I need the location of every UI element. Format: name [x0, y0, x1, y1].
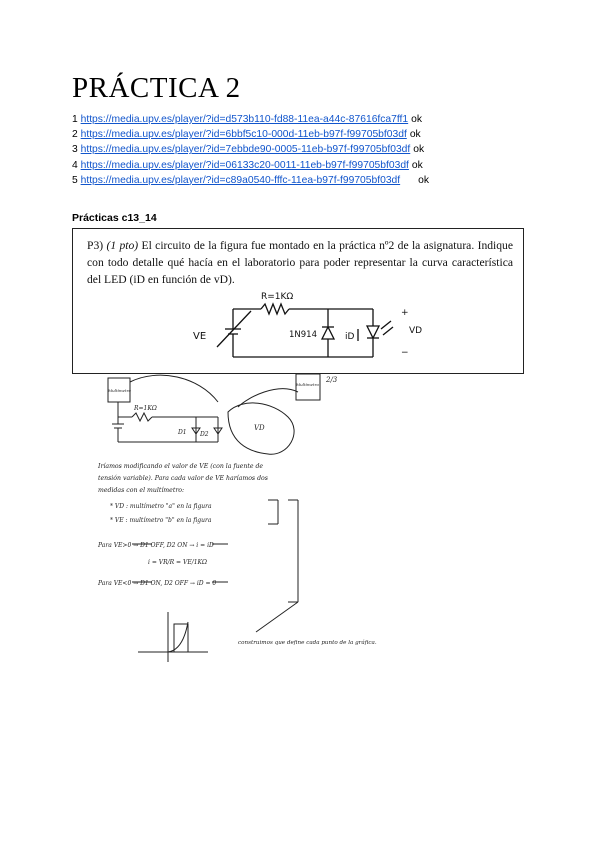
link-row — [72, 142, 429, 157]
circuit-current-label: iD — [345, 332, 355, 342]
hw-line: Para VE>0 → D1 OFF, D2 ON → i = iD — [98, 542, 214, 549]
link-number: 5 — [72, 174, 78, 186]
video-link[interactable]: https://media.upv.es/player/?id=06133c20-0011-11eb-b97f-f99705bf03df — [80, 159, 409, 171]
link-number: 4 — [72, 159, 78, 171]
page-title: PRÁCTICA 2 — [72, 72, 241, 104]
hw-vd-label: VD — [254, 424, 265, 432]
video-link[interactable]: https://media.upv.es/player/?id=c89a0540-fffc-11ea-b97f-f99705bf03df — [80, 174, 401, 186]
circuit-resistor-label: R=1KΩ — [261, 292, 294, 302]
circuit-voltage-label: VD — [409, 326, 423, 336]
link-status: ok — [411, 114, 423, 125]
hw-d1-label: D1 — [178, 429, 187, 436]
circuit-minus-sign: − — [401, 348, 409, 358]
hw-line: Iríamos modificando el valor de VE (con la fuente de — [98, 463, 264, 470]
hw-line: tensión variable). Para cada valor de VE haríamos dos — [98, 475, 268, 482]
link-number: 2 — [72, 129, 78, 141]
multimeter-left-label: Multímetro — [108, 388, 131, 393]
link-row — [72, 112, 429, 127]
video-link[interactable]: https://media.upv.es/player/?id=d573b110-fd88-11ea-a44c-87616fca7ff1 — [80, 114, 409, 125]
question-label: P3) — [87, 239, 104, 252]
circuit-diode-label: 1N914 — [289, 330, 317, 340]
link-row — [72, 173, 429, 188]
link-status: ok — [418, 174, 430, 186]
link-number: 1 — [72, 114, 78, 125]
hw-line: Para VE<0 → D1 ON, D2 OFF → iD = 0 — [98, 580, 217, 587]
question-box — [72, 228, 524, 374]
hw-line: * VE : multímetro "b" en la figura — [110, 517, 212, 524]
hw-d2-label: D2 — [200, 431, 209, 438]
section-subtitle: Prácticas c13_14 — [72, 212, 157, 224]
circuit-diagram — [73, 229, 525, 375]
multimeter-right-label: Multímetro — [296, 382, 319, 387]
video-link[interactable]: https://media.upv.es/player/?id=7ebbde90-0005-11eb-b97f-f99705bf03df — [80, 144, 411, 156]
page-mark: 2/3 — [326, 376, 338, 384]
link-status: ok — [409, 129, 421, 141]
link-row — [72, 127, 429, 142]
link-status: ok — [411, 159, 423, 171]
hw-line: construimos que define cada punto de la gráfica. — [238, 640, 377, 646]
link-number: 3 — [72, 144, 78, 156]
circuit-source-label: VE — [193, 331, 207, 342]
handwritten-solution — [88, 372, 388, 702]
hw-line: i = VR/R = VE/1KΩ — [148, 559, 208, 566]
question-body: El circuito de la figura fue montado en la práctica nº2 de la asignatura. Indique con todo detalle qué hacía en el laboratorio para poder representar la curva característica del LED (iD en función de vD). — [87, 239, 513, 286]
circuit-plus-sign: + — [401, 308, 409, 318]
video-link[interactable]: https://media.upv.es/player/?id=6bbf5c10-000d-11eb-b97f-f99705bf03df — [80, 129, 407, 141]
link-row — [72, 158, 429, 173]
video-link-list — [72, 112, 429, 188]
hw-line: * VD : multímetro "a" en la figura — [110, 503, 212, 510]
hw-resistor-label: R=1KΩ — [134, 405, 157, 412]
link-status: ok — [413, 144, 425, 156]
hw-line: medidas con el multímetro: — [98, 487, 185, 494]
question-points: (1 pto) — [106, 239, 139, 252]
